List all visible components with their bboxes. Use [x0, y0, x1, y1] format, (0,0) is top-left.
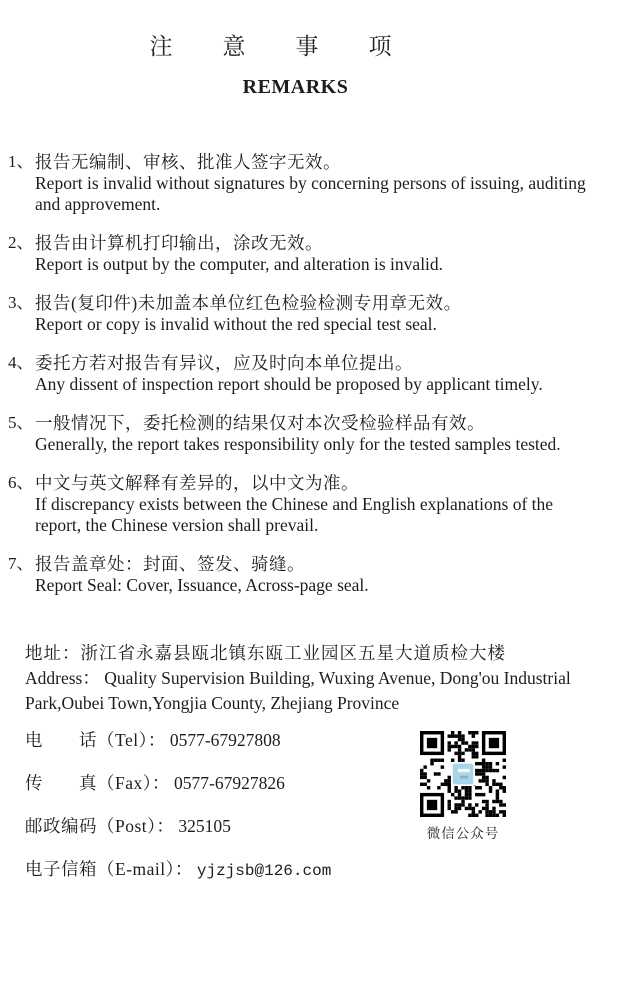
item-text-english: If discrepancy exists between the Chinese and English explanations of the report, the Chinese version shall prevail.: [35, 494, 554, 535]
item-text-english: Report Seal: Cover, Issuance, Across-page seal.: [35, 575, 369, 595]
list-item: [8, 472, 595, 536]
item-text-chinese: 报告无编制、审核、批准人签字无效。: [35, 152, 341, 172]
email-value: yjzjsb@126.com: [196, 862, 332, 880]
qr-code-icon: [420, 731, 506, 817]
email-row: [25, 858, 623, 880]
page-header: [0, 0, 607, 99]
qr-caption: 微信公众号: [426, 826, 500, 841]
list-item: [8, 292, 595, 335]
postcode-value: 325105: [178, 816, 231, 836]
list-item: [8, 412, 595, 455]
page-title-chinese: 注意事项: [149, 34, 442, 59]
postcode-label: 邮政编码（Post）：: [25, 816, 175, 836]
item-number: 2、: [8, 233, 34, 252]
item-number: 3、: [8, 293, 34, 312]
address-english: Address： Quality Supervision Building, Wuxing Avenue, Dong'ou Industrial Park,Oubei Town,Yongjia County, Zhejiang Province: [25, 668, 571, 713]
postcode-row: [25, 815, 623, 837]
fax-label: 传 真（Fax）：: [25, 773, 170, 793]
list-item: [8, 232, 595, 275]
remarks-list: [0, 151, 623, 596]
item-number: 1、: [8, 152, 34, 171]
item-text-chinese: 一般情况下，委托检测的结果仅对本次受检验样品有效。: [35, 413, 485, 433]
item-text-english: Any dissent of inspection report should be proposed by applicant timely.: [35, 374, 543, 394]
item-number: 6、: [8, 473, 34, 492]
item-text-english: Generally, the report takes responsibility only for the tested samples tested.: [35, 434, 561, 454]
item-text-english: Report or copy is invalid without the red special test seal.: [35, 314, 437, 334]
item-number: 5、: [8, 413, 34, 432]
item-number: 7、: [8, 554, 34, 573]
item-text-chinese: 报告(复印件)未加盖本单位红色检验检测专用章无效。: [35, 293, 462, 313]
item-text-chinese: 中文与英文解释有差异的，以中文为准。: [35, 473, 359, 493]
item-text-english: Report is output by the computer, and alteration is invalid.: [35, 254, 444, 274]
contact-block: [0, 729, 623, 880]
email-label: 电子信箱（E-mail）：: [25, 859, 193, 879]
telephone-row: [25, 729, 623, 751]
fax-value: 0577-67927826: [174, 773, 285, 793]
list-item: [8, 553, 595, 596]
item-text-chinese: 报告盖章处：封面、签发、骑缝。: [35, 554, 305, 574]
list-item: [8, 151, 595, 215]
item-text-chinese: 委托方若对报告有异议，应及时向本单位提出。: [35, 353, 413, 373]
fax-row: [25, 772, 623, 794]
address-chinese: 地址：浙江省永嘉县瓯北镇东瓯工业园区五星大道质检大楼: [25, 643, 506, 663]
telephone-label: 电 话（Tel）：: [25, 730, 166, 750]
item-text-chinese: 报告由计算机打印输出，涂改无效。: [35, 233, 323, 253]
list-item: [8, 352, 595, 395]
page-title-english: REMARKS: [242, 76, 349, 98]
telephone-value: 0577-67927808: [169, 730, 281, 750]
wechat-qr-block: [420, 731, 506, 842]
address-block: [0, 640, 623, 716]
item-number: 4、: [8, 353, 34, 372]
item-text-english: Report is invalid without signatures by concerning persons of issuing, auditing and approvement.: [35, 173, 586, 214]
